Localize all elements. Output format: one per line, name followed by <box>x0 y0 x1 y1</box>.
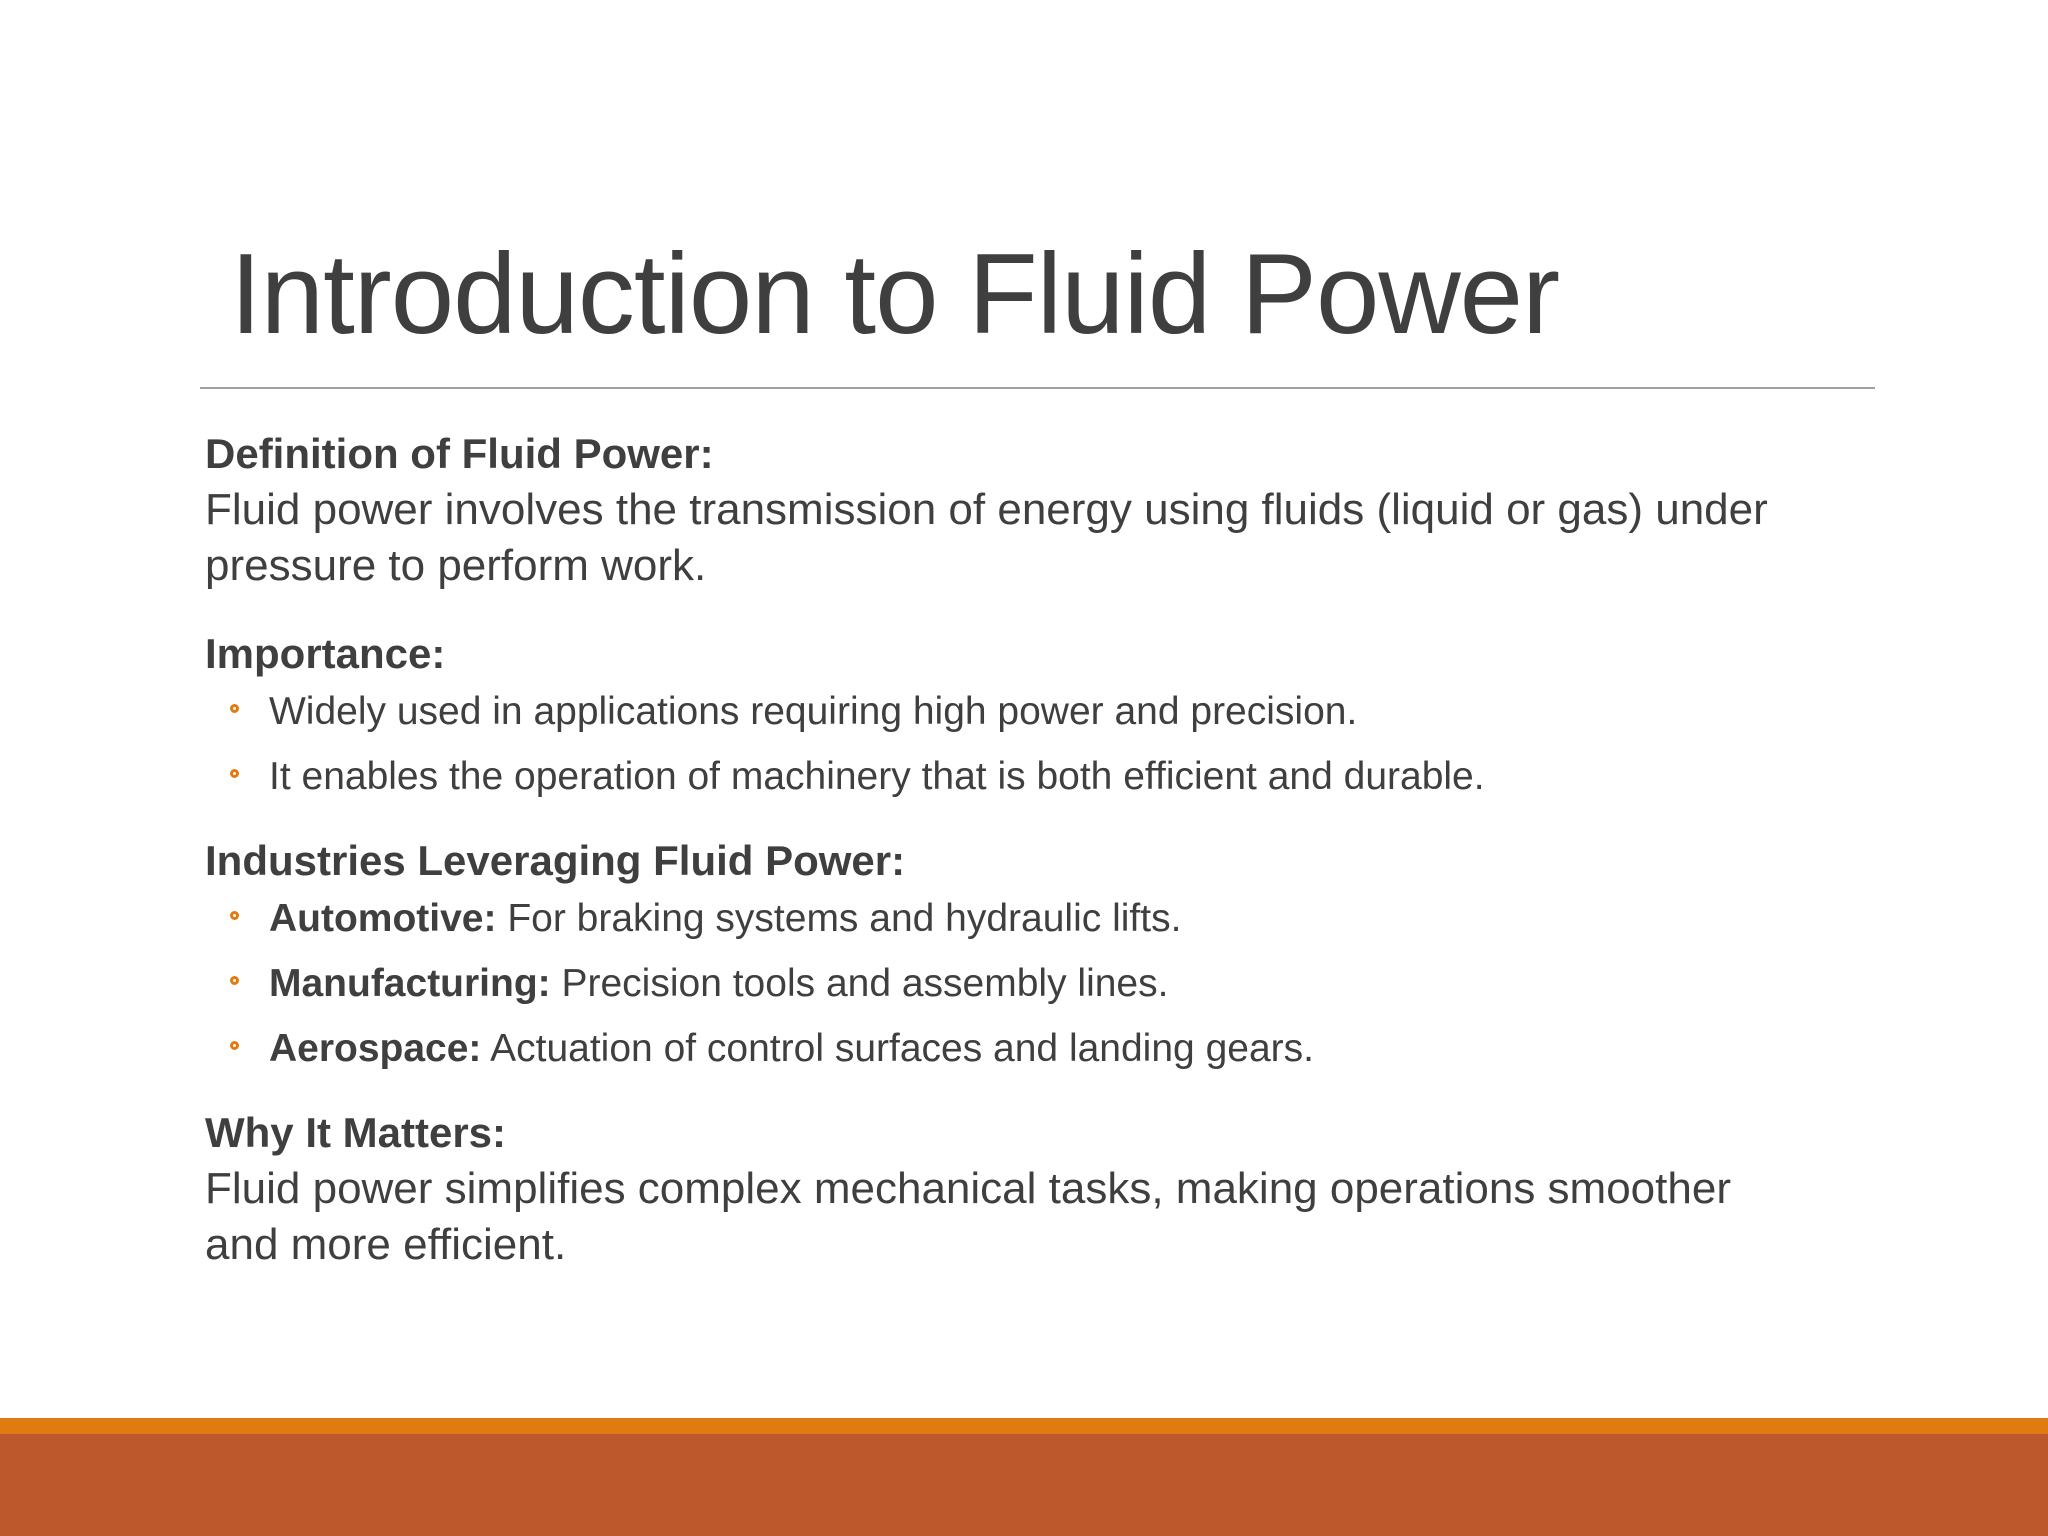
list-item <box>205 753 1885 801</box>
list-item <box>205 960 1885 1008</box>
importance-section <box>205 626 1885 801</box>
footer-band <box>0 1434 2048 1536</box>
bullet-icon <box>230 976 239 985</box>
definition-text <box>205 482 1885 594</box>
title-divider <box>200 387 1875 389</box>
importance-heading: Importance: <box>205 630 446 677</box>
list-item <box>205 895 1885 943</box>
importance-list <box>205 688 1885 801</box>
why-text-line-2: and more efficient. <box>205 1220 567 1269</box>
industry-term: Aerospace: <box>269 1027 482 1070</box>
industries-list <box>205 895 1885 1073</box>
list-item <box>205 1025 1885 1073</box>
bullet-icon <box>230 704 239 713</box>
industry-term: Automotive: <box>269 897 497 940</box>
definition-text-line-2: pressure to perform work. <box>205 541 707 590</box>
why-section <box>205 1105 1885 1273</box>
industry-description: Precision tools and assembly lines. <box>550 962 1169 1005</box>
bullet-text: Widely used in applications requiring high power and precision. <box>269 690 1358 733</box>
industry-description: Actuation of control surfaces and landing gears. <box>481 1027 1314 1070</box>
bullet-icon <box>230 1041 239 1050</box>
bullet-icon <box>230 769 239 778</box>
slide-body <box>205 426 1885 1273</box>
industries-section <box>205 833 1885 1073</box>
bullet-text: It enables the operation of machinery that is both efficient and durable. <box>269 755 1485 798</box>
definition-text-line-1: Fluid power involves the transmission of energy using fluids (liquid or gas) under <box>205 485 1768 534</box>
industries-heading: Industries Leveraging Fluid Power: <box>205 837 906 884</box>
industry-term: Manufacturing: <box>269 962 551 1005</box>
slide-title: Introduction to Fluid Power <box>230 231 1560 358</box>
industry-description: For braking systems and hydraulic lifts. <box>496 897 1182 940</box>
definition-heading: Definition of Fluid Power: <box>205 430 714 477</box>
definition-section <box>205 426 1885 594</box>
why-text-line-1: Fluid power simplifies complex mechanical tasks, making operations smoother <box>205 1164 1731 1213</box>
footer-accent-stripe <box>0 1418 2048 1434</box>
bullet-icon <box>230 911 239 920</box>
list-item <box>205 688 1885 736</box>
why-heading: Why It Matters: <box>205 1109 507 1156</box>
why-text <box>205 1161 1885 1273</box>
